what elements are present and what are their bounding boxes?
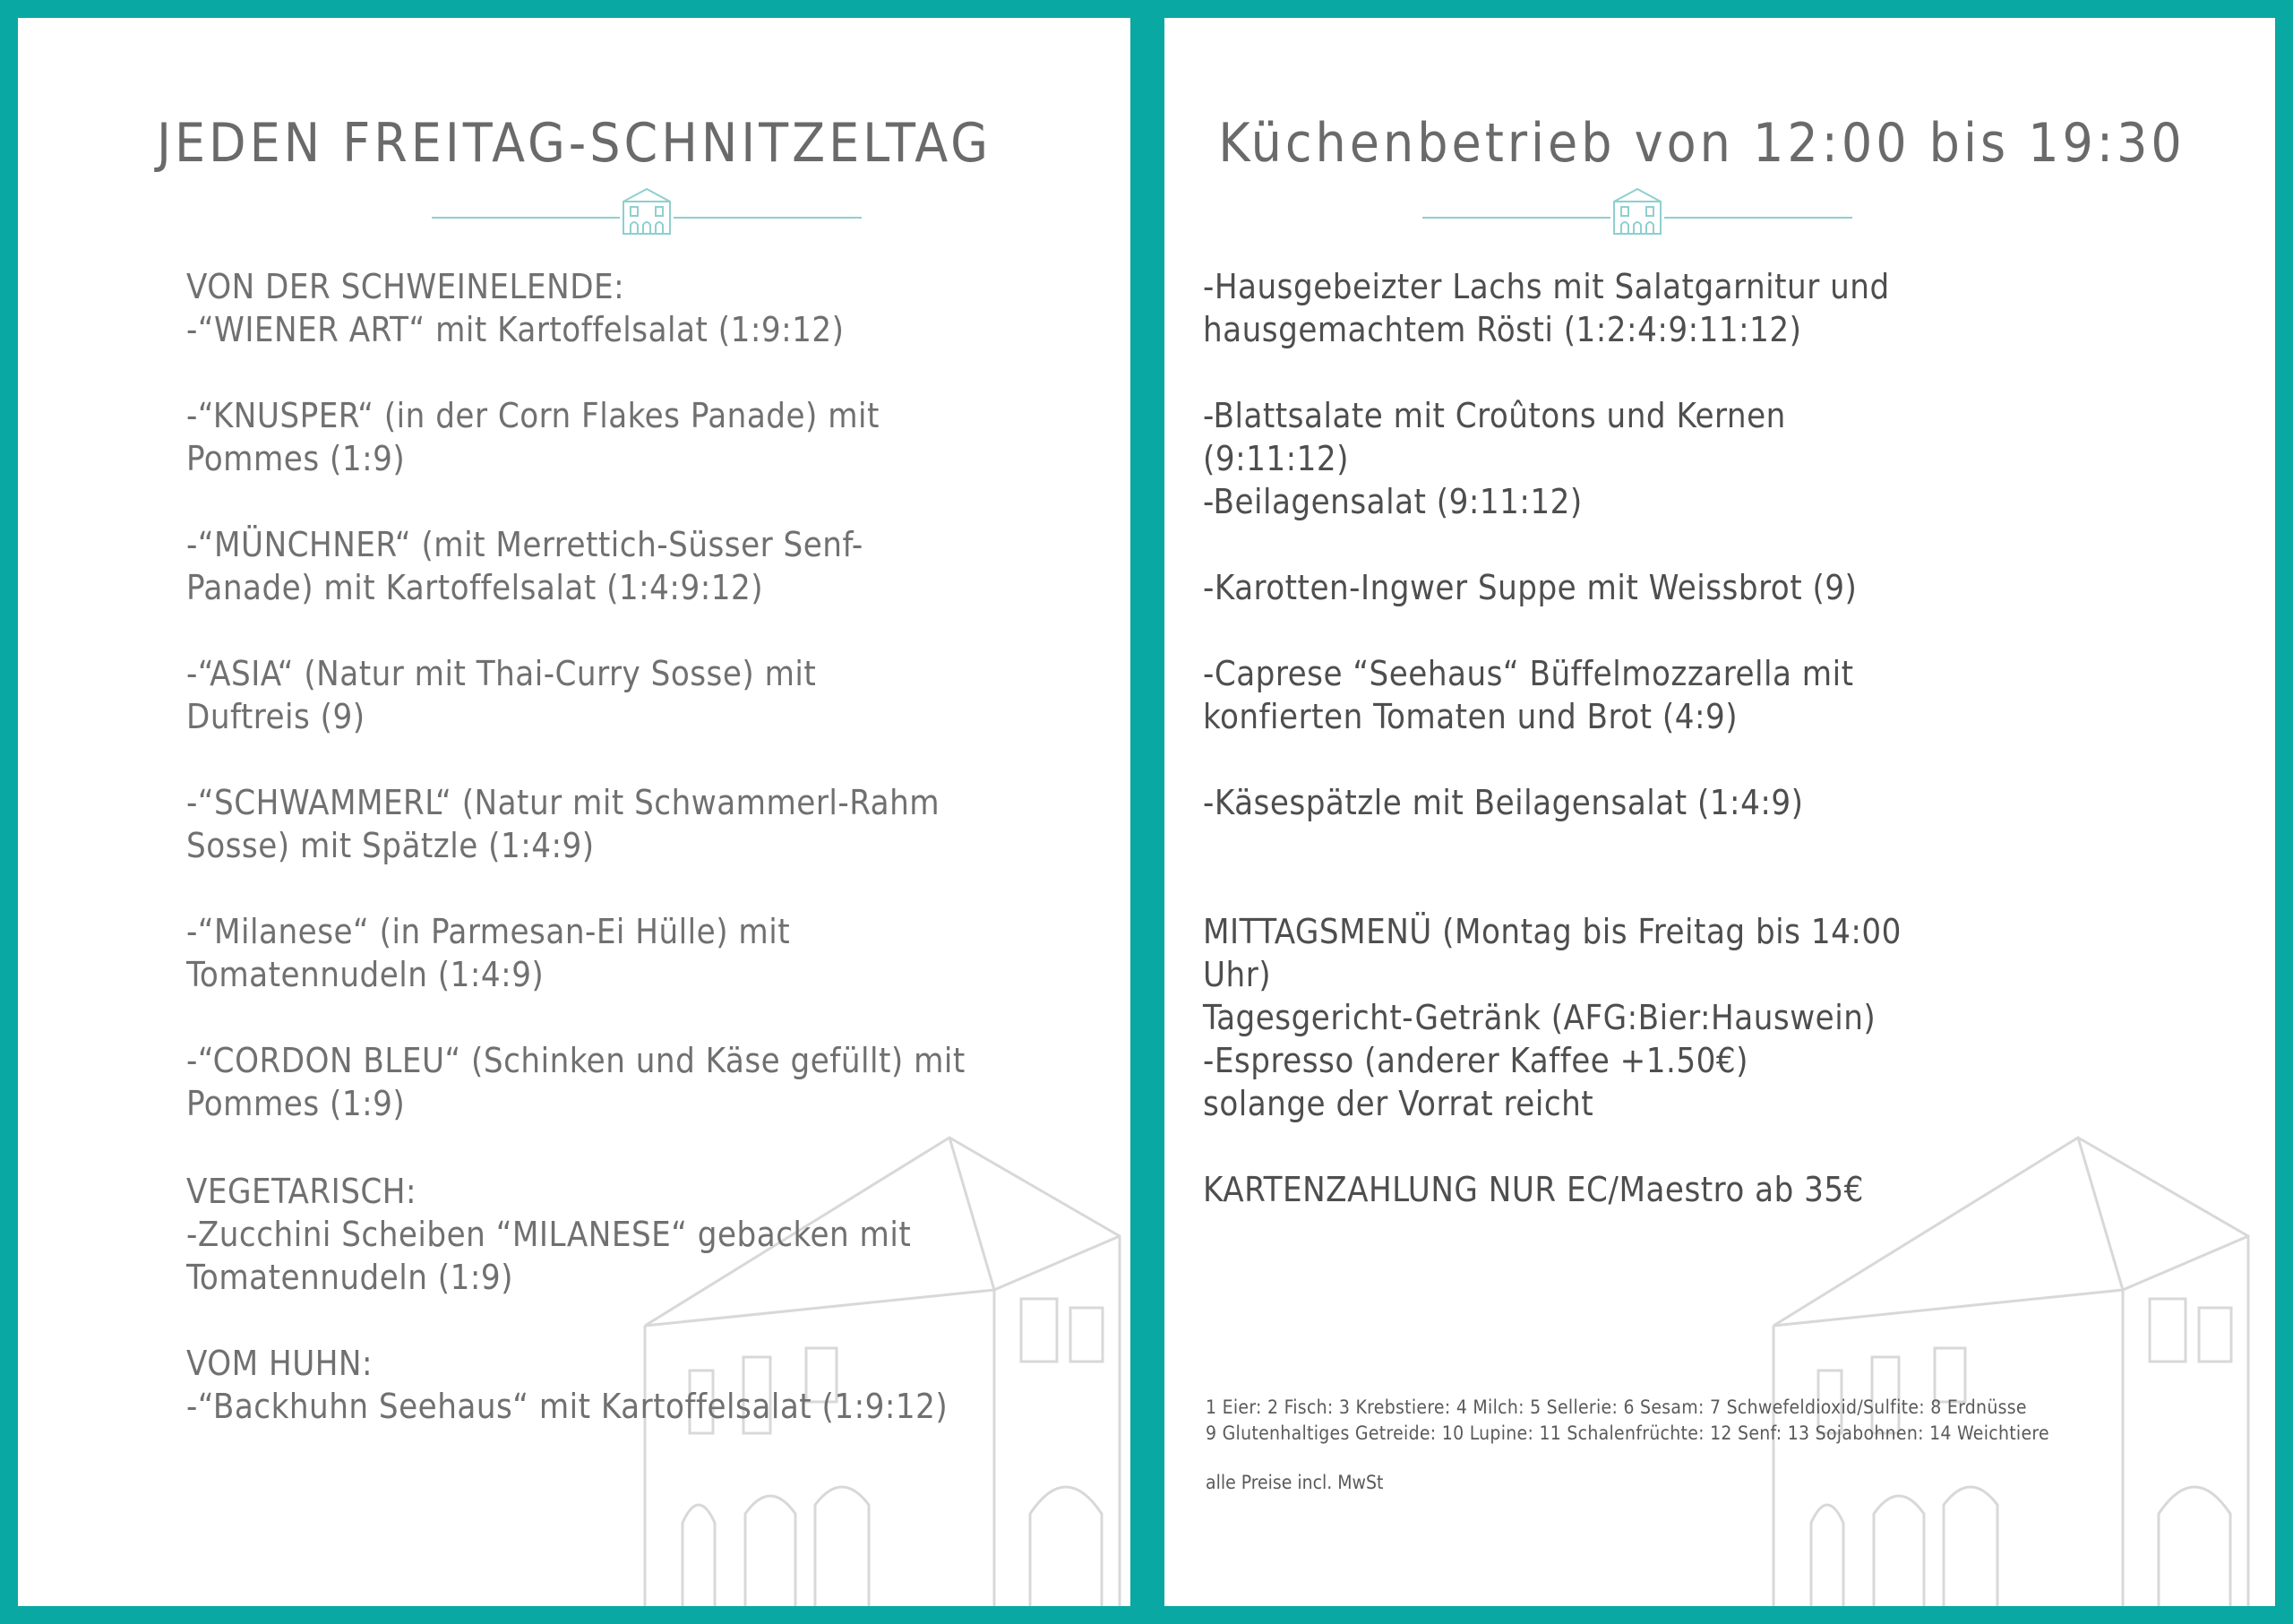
menu-item-description: -“SCHWAMMERL“ (Natur mit Schwammerl-Rahm Sosse) mit Spätzle (1:4:9) [186, 783, 940, 865]
menu-page-right [1164, 18, 2275, 1606]
menu-item-description: VOM HUHN: -“Backhuhn Seehaus“ mit Kartoffelsalat (1:9:12) [186, 1344, 949, 1426]
menu-item-description: -Blattsalate mit Croûtons und Kernen (9:11:12) [1203, 396, 1786, 478]
page-title: Küchenbetrieb von 12:00 bis 19:30 [1218, 112, 2186, 175]
menu-item-description: -Beilagensalat (9:11:12) [1203, 482, 1583, 521]
vat-note: alle Preise incl. MwSt [1206, 1472, 1384, 1493]
menu-item-description: VEGETARISCH: -Zucchini Scheiben “MILANESE“ gebacken mit Tomatennudeln (1:9) [186, 1172, 912, 1297]
house-ornament-icon [432, 182, 862, 237]
menu-item-description: MITTAGSMENÜ (Montag bis Freitag bis 14:00 Uhr) Tagesgericht-Getränk (AFG:Bier:Hauswein) -Espresso (anderer Kaffee +1.50€) solange der Vorrat reicht [1203, 912, 1902, 1123]
menu-page-left [18, 18, 1130, 1606]
menu-item-description: -“KNUSPER“ (in der Corn Flakes Panade) mit Pommes (1:9) [186, 396, 880, 478]
menu-item-description: -“CORDON BLEU“ (Schinken und Käse gefüllt) mit Pommes (1:9) [186, 1041, 966, 1123]
menu-item-description: -“Milanese“ (in Parmesan-Ei Hülle) mit Tomatennudeln (1:4:9) [186, 912, 791, 994]
payment-note: KARTENZAHLUNG NUR EC/Maestro ab 35€ [1203, 1170, 1864, 1209]
menu-item-description: VON DER SCHWEINELENDE: -“WIENER ART“ mit Kartoffelsalat (1:9:12) [186, 267, 845, 349]
menu-item-description: -“ASIA“ (Natur mit Thai-Curry Sosse) mit Duftreis (9) [186, 654, 817, 736]
menu-item-description: -Karotten-Ingwer Suppe mit Weissbrot (9) [1203, 568, 1858, 607]
house-ornament-icon [1422, 182, 1852, 237]
menu-item-description: -Hausgebeizter Lachs mit Salatgarnitur und hausgemachtem Rösti (1:2:4:9:11:12) [1203, 267, 1890, 349]
menu-item-description: -Käsespätzle mit Beilagensalat (1:4:9) [1203, 783, 1804, 822]
allergen-legend: 1 Eier: 2 Fisch: 3 Krebstiere: 4 Milch: 5 Sellerie: 6 Sesam: 7 Schwefeldioxid/Sulfite: 8 Erdnüsse 9 Glutenhaltiges Getreide: 10 Lupine: 11 Schalenfrüchte: 12 Senf: 13 Sojabohnen: 14 Weichtiere [1206, 1396, 2049, 1444]
menu-item-description: -“MÜNCHNER“ (mit Merrettich-Süsser Senf- Panade) mit Kartoffelsalat (1:4:9:12) [186, 525, 863, 607]
page-title: JEDEN FREITAG-SCHNITZELTAG [157, 112, 992, 175]
menu-item-description: -Caprese “Seehaus“ Büffelmozzarella mit konfierten Tomaten und Brot (4:9) [1203, 654, 1854, 736]
